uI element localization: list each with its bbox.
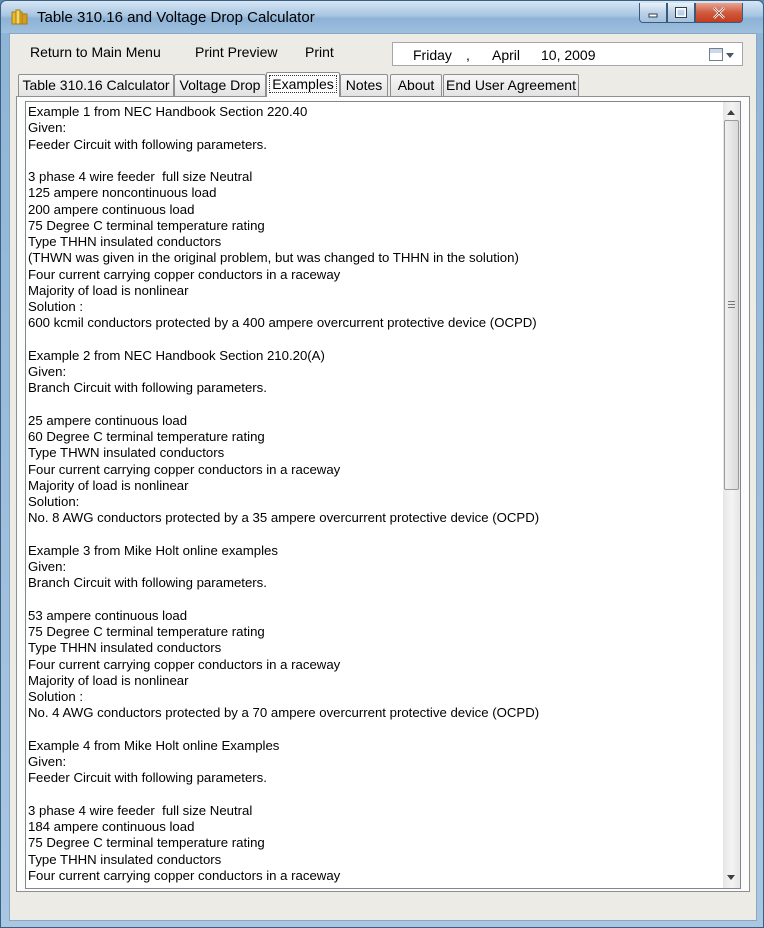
examples-textbox[interactable] <box>25 101 741 889</box>
text-line: Given: <box>28 364 67 379</box>
tab-label: End User Agreement <box>446 77 576 93</box>
text-line: 25 ampere continuous load <box>28 412 188 428</box>
text-line: Given: <box>28 559 67 574</box>
date-separator: , <box>466 47 470 63</box>
text-line: 75 Degree C terminal temperature rating <box>28 835 265 851</box>
text-line <box>28 787 722 803</box>
text-line: Type THHN insulated conductors <box>28 851 222 867</box>
chevron-down-icon[interactable] <box>726 53 734 58</box>
text-line: Four current carrying copper conductors in a raceway <box>28 461 341 477</box>
client-area <box>9 33 757 921</box>
text-line: Majority of load is nonlinear <box>28 672 189 688</box>
tab-label: Table 310.16 Calculator <box>22 77 170 93</box>
tab-end-user-agreement[interactable] <box>443 74 579 96</box>
text-line: Feeder Circuit with following parameters. <box>28 136 267 152</box>
text-line: Type THHN insulated conductors <box>28 640 222 656</box>
date-day-year[interactable]: 10, 2009 <box>541 47 596 63</box>
text-line: Solution : <box>28 689 83 704</box>
text-line: 60 Degree C terminal temperature rating <box>28 429 265 444</box>
text-line <box>28 332 722 348</box>
text-line: Solution : <box>28 299 83 314</box>
text-line: Given: <box>28 754 67 769</box>
maximize-button[interactable] <box>667 3 695 23</box>
text-line: (THWN was given in the original problem, but was changed to THHN in the solution) <box>28 250 519 266</box>
tab-label: Examples <box>269 75 336 93</box>
tab-about[interactable] <box>390 74 442 96</box>
text-line: 3 phase 4 wire feeder full size Neutral <box>28 802 253 818</box>
text-line: Feeder Circuit with following parameters. <box>28 770 267 786</box>
calendar-dropdown-icon[interactable] <box>709 48 723 61</box>
scroll-thumb-grip-icon <box>728 301 735 308</box>
folder-icon <box>11 9 29 25</box>
menu-bar <box>10 34 756 70</box>
text-line: Given: <box>28 120 67 136</box>
vertical-scrollbar[interactable] <box>723 102 740 888</box>
text-line: 600 kcmil conductors protected by a 400 ampere overcurrent protective device (OCPD) <box>28 315 537 331</box>
text-line <box>28 527 722 543</box>
window-title: Table 310.16 and Voltage Drop Calculator <box>37 9 315 26</box>
minimize-icon <box>647 8 659 18</box>
text-line: 125 ampere noncontinuous load <box>28 185 217 201</box>
text-line <box>28 397 722 413</box>
text-line: 200 ampere continuous load <box>28 201 195 217</box>
minimize-button[interactable] <box>639 3 667 23</box>
title-bar[interactable] <box>1 1 763 33</box>
text-line: 3 phase 4 wire feeder full size Neutral <box>28 169 253 184</box>
text-line: Branch Circuit with following parameters. <box>28 380 267 396</box>
maximize-icon <box>675 7 687 18</box>
print-preview-button[interactable]: Print Preview <box>195 44 278 60</box>
text-line: Solution: <box>28 494 80 509</box>
tab-voltage-drop[interactable] <box>174 74 266 96</box>
print-button[interactable]: Print <box>305 44 334 60</box>
text-line: Majority of load is nonlinear <box>28 477 189 493</box>
text-line: No. 8 AWG conductors protected by a 35 ampere overcurrent protective device (OCPD) <box>28 510 540 526</box>
text-line: Branch Circuit with following parameters. <box>28 575 267 591</box>
scroll-up-arrow-icon[interactable] <box>727 110 735 115</box>
text-line <box>28 153 722 169</box>
date-picker[interactable] <box>392 42 743 66</box>
tab-label: Voltage Drop <box>179 77 261 93</box>
text-line: Majority of load is nonlinear <box>28 282 189 298</box>
close-icon <box>712 7 726 19</box>
tab-examples[interactable] <box>266 72 340 97</box>
text-line: No. 4 AWG conductors protected by a 70 ampere overcurrent protective device (OCPD) <box>28 705 540 721</box>
close-button[interactable] <box>695 3 743 23</box>
scroll-down-arrow-icon[interactable] <box>727 875 735 880</box>
text-line: 75 Degree C terminal temperature rating <box>28 624 265 639</box>
return-to-main-menu-button[interactable]: Return to Main Menu <box>30 44 161 60</box>
text-line: Example 2 from NEC Handbook Section 210.20(A) <box>28 347 325 363</box>
tab-label: Notes <box>345 77 383 93</box>
tab-strip <box>10 72 756 96</box>
text-line: 184 ampere continuous load <box>28 819 195 834</box>
tab-label: About <box>397 77 435 93</box>
text-line: Type THWN insulated conductors <box>28 445 225 461</box>
text-line: Example 3 from Mike Holt online examples <box>28 542 278 558</box>
date-weekday[interactable]: Friday <box>413 47 452 63</box>
text-line: Example 4 from Mike Holt online Examples <box>28 737 280 753</box>
text-line <box>28 592 722 608</box>
examples-text-content[interactable] <box>28 104 722 886</box>
date-month[interactable]: April <box>492 47 521 63</box>
text-line <box>28 722 722 738</box>
text-line: Example 1 from NEC Handbook Section 220.40 <box>28 104 308 119</box>
text-line: 53 ampere continuous load <box>28 607 188 623</box>
text-line: Type THHN insulated conductors <box>28 234 222 249</box>
examples-tab-panel <box>16 96 750 892</box>
text-line: Four current carrying copper conductors in a raceway <box>28 266 341 282</box>
text-line: 75 Degree C terminal temperature rating <box>28 217 265 233</box>
tab-table-310-16-calculator[interactable] <box>18 74 174 96</box>
text-line: Four current carrying copper conductors in a raceway <box>28 867 341 883</box>
text-line: Four current carrying copper conductors in a raceway <box>28 656 341 672</box>
tab-notes[interactable] <box>340 74 388 96</box>
scroll-thumb[interactable] <box>724 120 739 490</box>
